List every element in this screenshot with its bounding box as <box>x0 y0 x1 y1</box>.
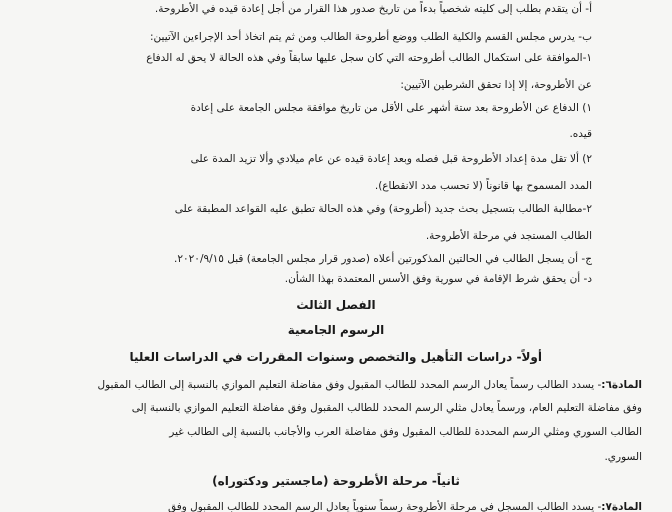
chapter-title: الفصل الثالث <box>296 298 376 312</box>
paragraph-b2: ٢-مطالبة الطالب بتسجيل بحث جديد (أطروحة) وفي هذه الحالة تطبق عليه القواعد المطبقة على <box>174 203 592 215</box>
condition-1-cont: قيده. <box>569 128 592 140</box>
article-7-label: المادة٧: <box>601 501 642 512</box>
paragraph-b2-cont: الطالب المستجد في مرحلة الأطروحة. <box>425 230 592 242</box>
article-6-line-3: الطالب السوري ومثلي الرسم المحددة للطالب المقبول وفق مفاضلة العرب والأجانب بالنسبة إلى الطالب غير <box>169 426 642 438</box>
article-6-line-4: السوري. <box>604 451 642 463</box>
condition-2-cont: المدد المسموح بها قانوناً (لا تحسب مدد الانقطاع). <box>374 180 592 192</box>
paragraph-b1-cont: عن الأطروحة، إلا إذا تحقق الشرطين الآتيين: <box>400 79 592 91</box>
paragraph-a: أ- أن يتقدم بطلب إلى كليته شخصياً بدءاً من تاريخ صدور هذا القرار من أجل إعادة قيده في الأطروحة. <box>154 3 592 15</box>
section-heading-1: أولاً- دراسات التأهيل والتخصص وسنوات المقررات في الدراسات العليا <box>129 350 542 364</box>
paragraph-b1: ١-الموافقة على استكمال الطالب أطروحته التي كان سجل عليها سابقاً وفي هذه الحالة لا يحق له الدفاع <box>146 52 592 64</box>
article-6-line-2: وفق مفاضلة التعليم العام، ورسماً يعادل مثلي الرسم المحدد للطالب المقبول وفق مفاضلة التعليم الموازي بالنسبة إلى <box>131 402 642 414</box>
article-6-line-1 <box>97 378 642 392</box>
paragraph-d: د- أن يحقق شرط الإقامة في سورية وفق الأسس المعتمدة بهذا الشأن. <box>284 273 592 285</box>
condition-2: ٢) ألا تقل مدة إعداد الأطروحة قبل فصله وبعد إعادة قيده عن عام ميلادي وألا تزيد المدة على <box>190 153 592 165</box>
section-heading-2: ثانياً- مرحلة الأطروحة (ماجستير ودكتوراه) <box>212 474 460 488</box>
article-7-line-1 <box>168 500 642 512</box>
article-7-text: - يسدد الطالب المسجل في مرحلة الأطروحة رسماً سنوياً يعادل الرسم المحدد للطالب المقبول وفق <box>167 501 602 512</box>
condition-1: ١) الدفاع عن الأطروحة بعد ستة أشهر على الأقل من تاريخ موافقة مجلس الجامعة على إعادة <box>190 102 592 114</box>
article-6-label: المادة٦: <box>601 379 642 391</box>
chapter-subtitle: الرسوم الجامعية <box>287 323 385 337</box>
article-6-text: - يسدد الطالب رسماً يعادل الرسم المحدد للطالب المقبول وفق مفاضلة التعليم الموازي بالنسبة إلى الطالب المقبول <box>97 379 602 391</box>
paragraph-b: ب- يدرس مجلس القسم والكلية الطلب ووضع أطروحة الطالب ومن ثم يتم اتخاذ أحد الإجراءين الآتيين: <box>150 31 592 43</box>
paragraph-c: ج- أن يسجل الطالب في الحالتين المذكورتين أعلاه (صدور قرار مجلس الجامعة) قبل ٢٠٢٠/٩/١٥. <box>174 253 592 265</box>
